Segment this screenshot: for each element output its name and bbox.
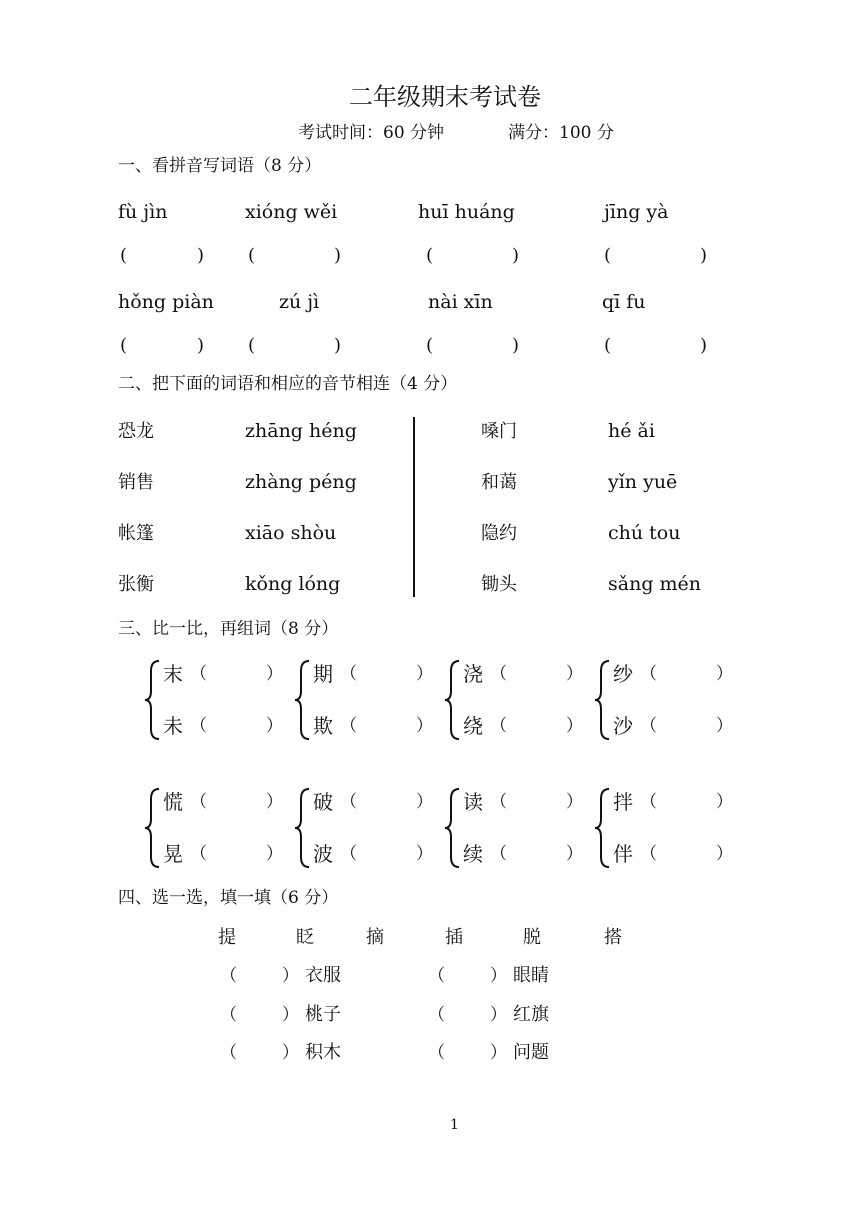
- answer-paren-open: (: [426, 335, 434, 356]
- answer-paren-close: ）: [490, 1005, 507, 1025]
- choice-char: 插: [445, 927, 463, 948]
- answer-paren-close: ）: [416, 792, 433, 812]
- right-pinyin: sǎng mén: [608, 573, 702, 595]
- brace-icon: [143, 787, 161, 869]
- right-pinyin: hé ǎi: [608, 420, 655, 442]
- answer-paren-open: （: [640, 716, 657, 736]
- answer-paren-close: ): [197, 245, 205, 266]
- brace-icon: [593, 659, 611, 741]
- answer-paren-open: （: [190, 664, 207, 684]
- pinyin-1-4: jīng yà: [604, 201, 669, 223]
- pinyin-2-3: nài xīn: [428, 291, 493, 313]
- right-pinyin: chú tou: [608, 522, 681, 544]
- compare-char: 伴: [613, 842, 633, 866]
- answer-paren-close: ）: [566, 792, 583, 812]
- section4-heading: 四、选一选，填一填（6 分）: [118, 888, 339, 908]
- brace-icon: [443, 787, 461, 869]
- compare-char: 破: [313, 790, 333, 814]
- left-pinyin: kǒng lóng: [245, 573, 341, 595]
- answer-paren-close: ）: [282, 1005, 299, 1025]
- answer-paren-close: ）: [282, 1043, 299, 1063]
- compare-char: 波: [313, 842, 333, 866]
- answer-paren-close: ): [700, 245, 708, 266]
- compare-char: 绕: [463, 714, 483, 738]
- answer-paren-open: （: [490, 792, 507, 812]
- answer-paren-open: (: [120, 245, 128, 266]
- answer-paren-close: ）: [282, 966, 299, 986]
- answer-paren-close: ）: [566, 716, 583, 736]
- answer-paren-open: （: [190, 716, 207, 736]
- answer-paren-open: （: [490, 716, 507, 736]
- page-number: 1: [450, 1117, 459, 1133]
- brace-icon: [593, 787, 611, 869]
- answer-paren-close: ）: [266, 664, 283, 684]
- answer-paren-close: ): [334, 335, 342, 356]
- choice-char: 眨: [296, 927, 314, 948]
- fill-item: 衣服: [305, 965, 341, 986]
- pinyin-2-1: hǒng piàn: [118, 291, 214, 313]
- right-word: 和蔼: [481, 472, 517, 493]
- answer-paren-close: ）: [566, 664, 583, 684]
- compare-char: 期: [313, 662, 333, 686]
- compare-char: 浇: [463, 662, 483, 686]
- left-pinyin: xiāo shòu: [245, 522, 337, 544]
- answer-paren-close: ）: [566, 844, 583, 864]
- left-word: 帐篷: [118, 523, 154, 544]
- section1-heading: 一、看拼音写词语（8 分）: [118, 156, 322, 176]
- page-title: 二年级期末考试卷: [349, 83, 541, 111]
- answer-paren-open: （: [340, 664, 357, 684]
- answer-paren-close: ): [512, 335, 520, 356]
- pinyin-1-1: fù jìn: [118, 201, 168, 223]
- answer-paren-close: ): [512, 245, 520, 266]
- answer-paren-close: ）: [716, 792, 733, 812]
- answer-paren-open: （: [220, 1043, 237, 1063]
- fill-item: 眼睛: [513, 965, 549, 986]
- answer-paren-open: （: [640, 664, 657, 684]
- answer-paren-close: ）: [416, 664, 433, 684]
- answer-paren-open: (: [604, 335, 612, 356]
- answer-paren-open: （: [428, 1043, 445, 1063]
- choice-char: 摘: [366, 927, 384, 948]
- compare-char: 末: [163, 662, 183, 686]
- fill-item: 积木: [305, 1042, 341, 1063]
- left-pinyin: zhàng péng: [245, 471, 357, 493]
- answer-paren-open: （: [340, 844, 357, 864]
- answer-paren-open: （: [190, 792, 207, 812]
- section2-heading: 二、把下面的词语和相应的音节相连（4 分）: [118, 374, 458, 394]
- answer-paren-open: （: [428, 1005, 445, 1025]
- answer-paren-close: ）: [490, 1043, 507, 1063]
- answer-paren-close: ): [197, 335, 205, 356]
- answer-paren-open: (: [604, 245, 612, 266]
- right-word: 隐约: [481, 523, 517, 544]
- compare-char: 慌: [163, 790, 183, 814]
- right-word: 嗓门: [481, 421, 517, 442]
- left-pinyin: zhāng héng: [245, 420, 357, 442]
- answer-paren-open: （: [220, 1005, 237, 1025]
- answer-paren-close: ）: [716, 664, 733, 684]
- compare-char: 拌: [613, 790, 633, 814]
- answer-paren-close: ）: [716, 844, 733, 864]
- full-score: 满分：100 分: [508, 123, 614, 143]
- answer-paren-open: （: [340, 716, 357, 736]
- section3-heading: 三、比一比，再组词（8 分）: [118, 619, 339, 639]
- pinyin-2-4: qī fu: [602, 291, 646, 313]
- answer-paren-open: （: [190, 844, 207, 864]
- compare-char: 沙: [613, 714, 633, 738]
- answer-paren-close: ）: [716, 716, 733, 736]
- compare-char: 纱: [613, 662, 633, 686]
- answer-paren-close: ）: [266, 716, 283, 736]
- answer-paren-open: （: [640, 844, 657, 864]
- compare-char: 晃: [163, 842, 183, 866]
- answer-paren-close: ）: [416, 716, 433, 736]
- answer-paren-open: （: [428, 966, 445, 986]
- brace-icon: [143, 659, 161, 741]
- brace-icon: [293, 659, 311, 741]
- answer-paren-open: （: [490, 844, 507, 864]
- pinyin-1-2: xióng wěi: [245, 201, 338, 223]
- exam-time: 考试时间：60 分钟: [298, 123, 445, 143]
- compare-char: 读: [463, 790, 483, 814]
- answer-paren-close: ）: [416, 844, 433, 864]
- answer-paren-open: (: [426, 245, 434, 266]
- right-word: 锄头: [481, 574, 517, 595]
- choice-char: 提: [218, 927, 236, 948]
- answer-paren-close: ): [334, 245, 342, 266]
- answer-paren-open: （: [640, 792, 657, 812]
- left-word: 张衡: [118, 574, 154, 595]
- answer-paren-open: （: [490, 664, 507, 684]
- left-word: 恐龙: [118, 421, 154, 442]
- brace-icon: [293, 787, 311, 869]
- choice-char: 搭: [604, 927, 622, 948]
- answer-paren-open: (: [248, 245, 256, 266]
- answer-paren-open: (: [120, 335, 128, 356]
- answer-paren-open: （: [340, 792, 357, 812]
- answer-paren-close: ）: [266, 844, 283, 864]
- answer-paren-close: ): [700, 335, 708, 356]
- answer-paren-close: ）: [266, 792, 283, 812]
- answer-paren-close: ）: [490, 966, 507, 986]
- fill-item: 问题: [513, 1042, 549, 1063]
- answer-paren-open: （: [220, 966, 237, 986]
- section2-divider: [413, 417, 415, 597]
- pinyin-2-2: zú jì: [279, 291, 320, 313]
- compare-char: 续: [463, 842, 483, 866]
- answer-paren-open: (: [248, 335, 256, 356]
- left-word: 销售: [118, 472, 154, 493]
- fill-item: 桃子: [305, 1004, 341, 1025]
- compare-char: 欺: [313, 714, 333, 738]
- brace-icon: [443, 659, 461, 741]
- compare-char: 未: [163, 714, 183, 738]
- fill-item: 红旗: [513, 1004, 549, 1025]
- choice-char: 脱: [523, 927, 541, 948]
- right-pinyin: yǐn yuē: [608, 471, 678, 493]
- pinyin-1-3: huī huáng: [418, 201, 515, 223]
